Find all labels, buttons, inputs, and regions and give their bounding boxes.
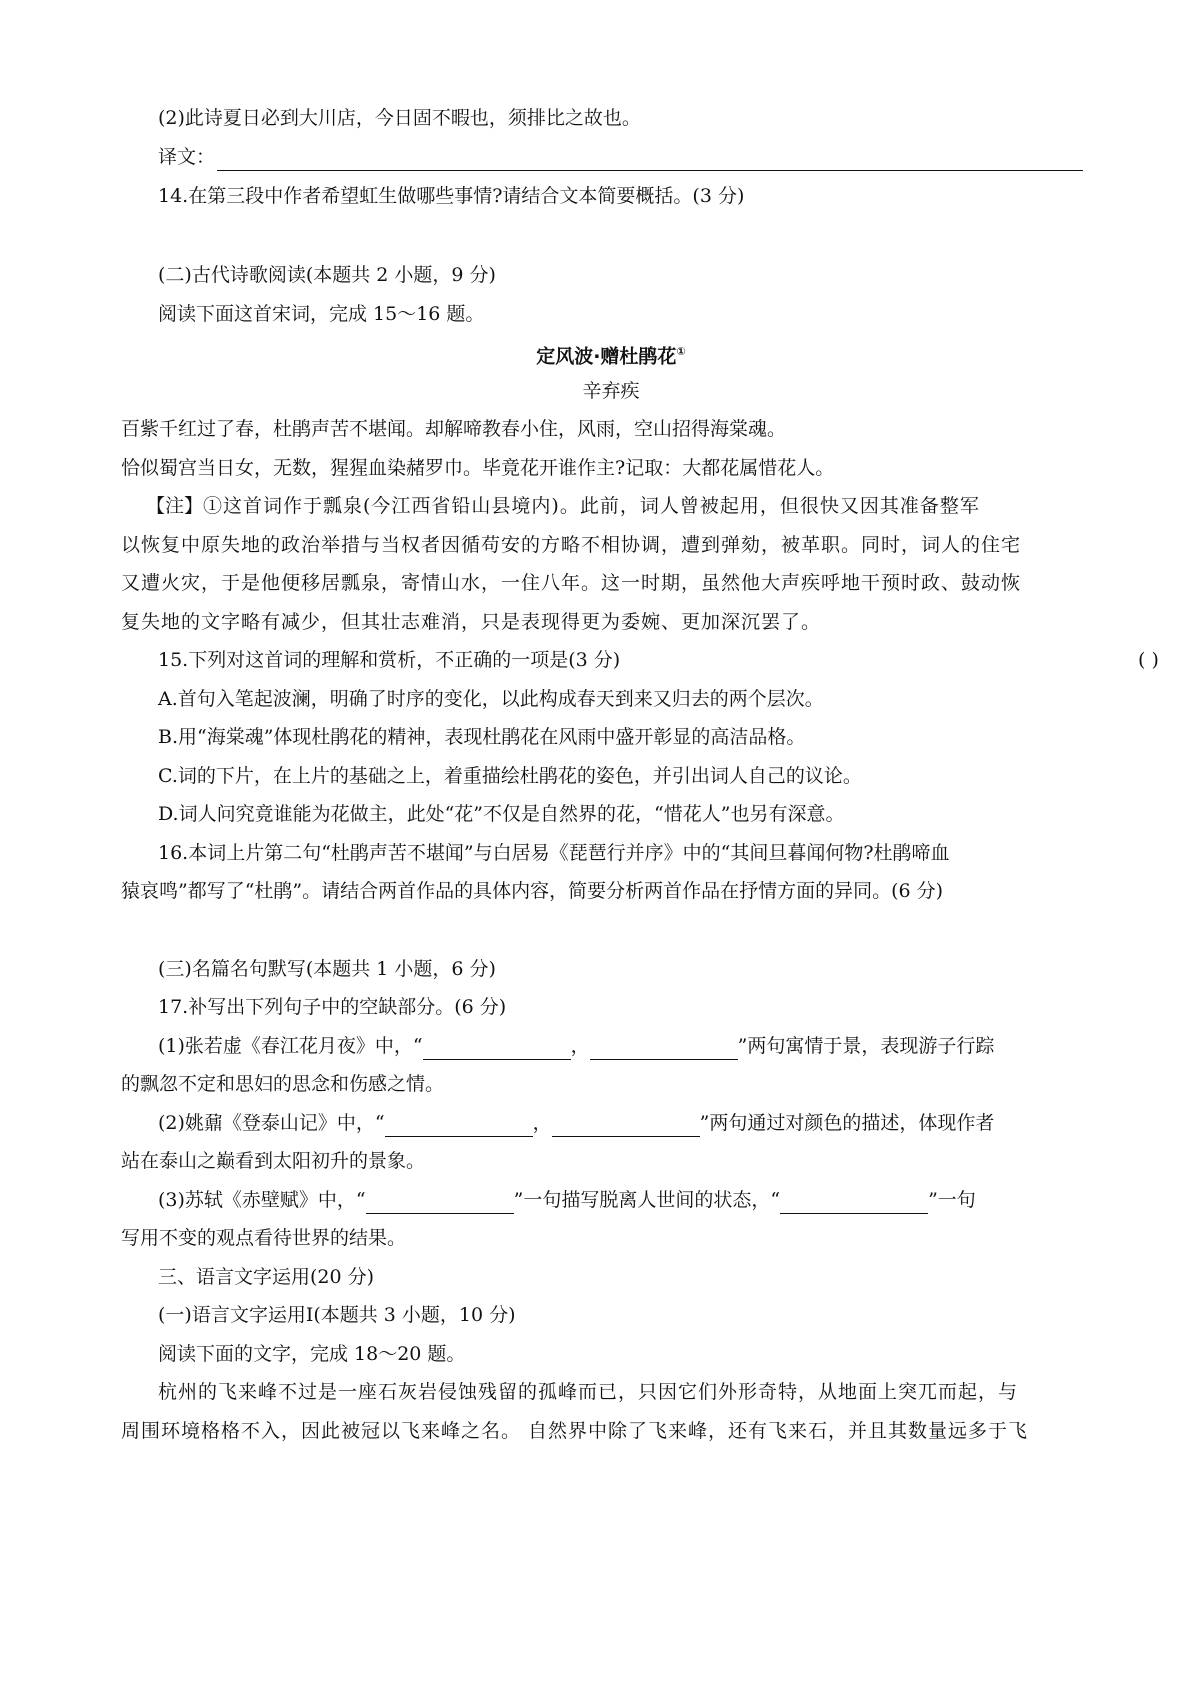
note-line-4: 复失地的文字略有减少，但其壮志难消，只是表现得更为委婉、更加深沉罢了。 bbox=[121, 611, 822, 633]
note-text-1: ①这首词作于瓢泉(今江西省铅山县境内)。此前，词人曾被起用，但很快又因其准备整军 bbox=[203, 495, 980, 517]
q17-3-line bbox=[158, 1186, 1101, 1216]
q17-2-continuation: 站在泰山之巅看到太阳初升的景象。 bbox=[121, 1150, 426, 1172]
passage-line-1: 杭州的飞来峰不过是一座石灰岩侵蚀残留的孤峰而已，只因它们外形奇特，从地面上突兀而起，与 bbox=[158, 1381, 1019, 1403]
poem-title bbox=[121, 338, 1101, 368]
question-14: 14.在第三段中作者希望虹生做哪些事情?请结合文本简要概括。(3 分) bbox=[158, 185, 745, 207]
q17-3-blank-1[interactable] bbox=[366, 1193, 514, 1214]
q17-3-continuation: 写用不变的观点看待世界的结果。 bbox=[121, 1227, 407, 1249]
question-17: 17.补写出下列句子中的空缺部分。(6 分) bbox=[158, 996, 507, 1018]
section2-heading: (二)古代诗歌阅读(本题共 2 小题，9 分) bbox=[158, 264, 496, 286]
footnote-mark: ① bbox=[676, 345, 686, 358]
q17-1-continuation: 的飘忽不定和思妇的思念和伤感之情。 bbox=[121, 1073, 445, 1095]
q17-1-suffix: ”两句寓情于景，表现游子行踪 bbox=[737, 1035, 995, 1057]
q17-2-suffix: ”两句通过对颜色的描述，体现作者 bbox=[699, 1112, 995, 1134]
question-15-text: 15.下列对这首词的理解和赏析，不正确的一项是(3 分) bbox=[158, 649, 621, 671]
translation-blank[interactable] bbox=[217, 150, 1083, 171]
q17-1-prefix: (1)张若虚《春江花月夜》中，“ bbox=[158, 1035, 423, 1057]
part3-sub-heading: (一)语言文字运用Ⅰ(本题共 3 小题，10 分) bbox=[158, 1304, 516, 1326]
part3-intro: 阅读下面的文字，完成 18～20 题。 bbox=[158, 1343, 466, 1365]
note-line-2: 以恢复中原失地的政治举措与当权者因循苟安的方略不相协调，遭到弹劾，被革职。同时，词人的住宅 bbox=[121, 534, 1022, 556]
q17-1-blank-2[interactable] bbox=[590, 1039, 738, 1060]
q17-2-separator: ， bbox=[532, 1112, 552, 1134]
q17-3-middle: ”一句描写脱离人世间的状态，“ bbox=[513, 1189, 781, 1211]
part3-heading: 三、语言文字运用(20 分) bbox=[158, 1266, 375, 1288]
q17-1-separator: ， bbox=[570, 1035, 590, 1057]
note-line-1 bbox=[146, 492, 1089, 522]
translation-line bbox=[158, 143, 1101, 173]
poem-line-2: 恰似蜀宫当日女，无数，猩猩血染赭罗巾。毕竟花开谁作主?记取：大都花属惜花人。 bbox=[121, 457, 835, 479]
note-line-3: 又遭火灾，于是他便移居瓢泉，寄情山水，一住八年。这一时期，虽然他大声疾呼地干预时政、鼓动恢 bbox=[121, 572, 1022, 594]
q17-3-prefix: (3)苏轼《赤壁赋》中，“ bbox=[158, 1189, 366, 1211]
question-16-line-1: 16.本词上片第二句“杜鹃声苦不堪闻”与白居易《琵琶行并序》中的“其间旦暮闻何物?杜鹃啼血 bbox=[158, 842, 950, 864]
poem-title-text: 定风波·赠杜鹃花 bbox=[536, 345, 677, 368]
option-d: D.词人问究竟谁能为花做主，此处“花”不仅是自然界的花，“惜花人”也另有深意。 bbox=[158, 803, 845, 825]
q17-3-blank-2[interactable] bbox=[780, 1193, 928, 1214]
q17-1-line bbox=[158, 1032, 1101, 1062]
q17-2-line bbox=[158, 1109, 1101, 1139]
q17-2-blank-2[interactable] bbox=[552, 1116, 700, 1137]
note-label: 【注】 bbox=[146, 495, 204, 517]
q17-3-suffix: ”一句 bbox=[928, 1189, 976, 1211]
q17-1-blank-1[interactable] bbox=[423, 1039, 571, 1060]
translation-label: 译文： bbox=[158, 146, 216, 168]
question-15 bbox=[158, 646, 1159, 676]
option-a: A.首句入笔起波澜，明确了时序的变化，以此构成春天到来又归去的两个层次。 bbox=[158, 688, 824, 710]
question-16-line-2: 猿哀鸣”都写了“杜鹃”。请结合两首作品的具体内容，简要分析两首作品在抒情方面的异同。(6 分) bbox=[121, 880, 944, 902]
poem-line-1: 百紫千红过了春，杜鹃声苦不堪闻。却解啼教春小住，风雨，空山招得海棠魂。 bbox=[121, 418, 787, 440]
option-b: B.用“海棠魂”体现杜鹃花的精神，表现杜鹃花在风雨中盛开彰显的高洁品格。 bbox=[158, 726, 806, 748]
q17-2-blank-1[interactable] bbox=[385, 1116, 533, 1137]
section3-heading: (三)名篇名句默写(本题共 1 小题，6 分) bbox=[158, 958, 496, 980]
option-c: C.词的下片，在上片的基础之上，着重描绘杜鹃花的姿色，并引出词人自己的议论。 bbox=[158, 765, 862, 787]
section2-intro: 阅读下面这首宋词，完成 15～16 题。 bbox=[158, 303, 485, 325]
q17-2-prefix: (2)姚鼐《登泰山记》中，“ bbox=[158, 1112, 385, 1134]
passage-line-2: 周围环境格格不入，因此被冠以飞来峰之名。 自然界中除了飞来峰，还有飞来石，并且其数量远多于飞 bbox=[121, 1420, 1029, 1442]
answer-paren[interactable]: ( ) bbox=[1138, 649, 1159, 671]
poem-author: 辛弃疾 bbox=[582, 380, 640, 402]
q13-sentence-2: (2)此诗夏日必到大川店，今日固不暇也，须排比之故也。 bbox=[158, 107, 641, 129]
